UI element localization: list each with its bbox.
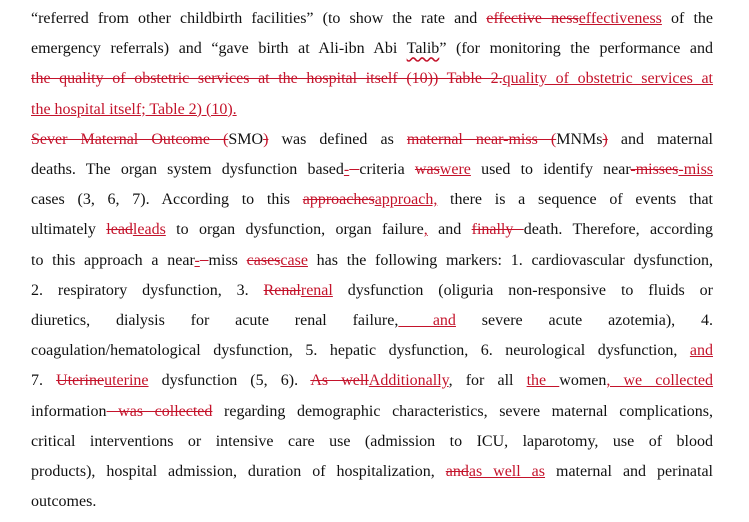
- body-text: coagulation/hematological dysfunction, 5. hepatic dysfunction, 6. neurological dysfunction,: [31, 342, 690, 360]
- body-text: miss: [208, 251, 247, 269]
- deleted-text: the quality of obstetric services at the hospital itself (10)) Table 2.: [31, 70, 503, 88]
- body-text: diuretics, dialysis for acute renal failure,: [31, 312, 399, 329]
- body-text: 2. respiratory dysfunction, 3.: [31, 281, 264, 299]
- deleted-text: -misses: [630, 161, 679, 178]
- body-text: ” (for monitoring the performance and: [439, 40, 713, 58]
- body-text: of the: [661, 10, 713, 27]
- deleted-text: As well: [310, 372, 369, 390]
- inserted-text: renal: [300, 281, 333, 299]
- body-text: and: [427, 221, 472, 239]
- body-text: there is a sequence of events that: [437, 191, 713, 209]
- body-text: was defined as: [268, 130, 407, 148]
- inserted-text: ,: [423, 221, 428, 239]
- body-text: cases (3, 6, 7). According to this: [31, 191, 303, 209]
- body-text: “referred from other childbirth facilities” (to show the rate and: [31, 10, 487, 27]
- deleted-text: was collected: [106, 402, 213, 420]
- text-line: [31, 219, 713, 241]
- inserted-text: , we collected: [606, 372, 714, 390]
- deleted-text: was: [414, 161, 440, 178]
- text-line: [31, 340, 713, 362]
- spellcheck-flagged-text: Talib: [406, 40, 440, 58]
- deleted-text: effective ness: [486, 10, 579, 27]
- body-text: to this approach a near: [31, 251, 195, 269]
- body-text: ultimately: [31, 221, 107, 239]
- text-line: [31, 310, 713, 332]
- text-line: [31, 99, 713, 121]
- text-line: [31, 401, 713, 423]
- inserted-text: case: [280, 251, 308, 269]
- inserted-text: as well as: [468, 463, 546, 480]
- text-line: [31, 189, 713, 211]
- inserted-text: leads: [132, 221, 166, 239]
- body-text: criteria: [359, 161, 415, 178]
- text-line: [31, 461, 713, 483]
- inserted-text: Additionally: [368, 372, 449, 390]
- deleted-text: [200, 252, 209, 269]
- body-text: dysfunction (5, 6).: [148, 372, 311, 390]
- inserted-text: -: [194, 251, 200, 269]
- inserted-text: approach,: [374, 191, 438, 209]
- deleted-text: maternal near-miss (: [406, 130, 557, 148]
- inserted-text: -miss: [678, 161, 714, 178]
- deleted-text: Sever Maternal Outcome (: [31, 130, 229, 148]
- deleted-text: lead: [106, 221, 133, 239]
- inserted-text: quality of obstetric services at: [502, 70, 713, 88]
- deleted-text: approaches: [302, 191, 375, 209]
- body-text: , for all: [448, 372, 527, 390]
- deleted-text: Renal: [263, 281, 301, 299]
- text-line: [31, 68, 713, 90]
- body-text: critical interventions or intensive care use (admission to ICU, laparotomy, use of blood: [31, 432, 713, 450]
- deleted-text: finally: [471, 221, 524, 239]
- body-text: death. Therefore, according: [523, 221, 714, 239]
- deleted-text: [349, 161, 359, 178]
- deleted-text: ): [263, 130, 269, 148]
- body-text: maternal and perinatal: [545, 463, 713, 480]
- deleted-text: Uterine: [56, 372, 105, 390]
- body-text: women: [559, 372, 607, 390]
- text-line: [31, 129, 713, 151]
- inserted-text: were: [439, 161, 471, 178]
- text-line: [31, 370, 713, 392]
- deleted-text: ): [602, 130, 608, 148]
- inserted-text: the hospital itself; Table 2) (10).: [31, 100, 237, 118]
- body-text: MNMs: [556, 130, 603, 148]
- deleted-text: and: [445, 463, 469, 480]
- body-text: and maternal: [607, 130, 713, 148]
- body-text: products), hospital admission, duration of hospitalization,: [31, 463, 446, 480]
- text-line: [31, 431, 713, 453]
- text-line: [31, 38, 713, 60]
- inserted-text: and: [398, 312, 456, 329]
- body-text: 7.: [31, 372, 57, 390]
- text-line: [31, 8, 713, 30]
- text-line: [31, 280, 713, 302]
- text-line: [31, 491, 713, 513]
- inserted-text: and: [689, 342, 713, 360]
- text-line: [31, 159, 713, 181]
- deleted-text: cases: [246, 251, 281, 269]
- inserted-text: the: [526, 372, 560, 390]
- body-text: has the following markers: 1. cardiovascular dysfunction,: [307, 251, 714, 269]
- body-text: deaths. The organ system dysfunction based: [31, 161, 344, 178]
- body-text: to organ dysfunction, organ failure: [165, 221, 424, 239]
- body-text: used to identify near: [470, 161, 631, 178]
- body-text: severe acute azotemia), 4.: [455, 312, 714, 329]
- inserted-text: effectiveness: [578, 10, 662, 27]
- body-text: emergency referrals) and “gave birth at Ali-ibn Abi: [31, 40, 407, 58]
- body-text: outcomes.: [31, 493, 97, 511]
- inserted-text: uterine: [104, 372, 149, 390]
- body-text: regarding demographic characteristics, severe maternal complications,: [212, 402, 713, 420]
- body-text: information: [31, 402, 107, 420]
- body-text: dysfunction (oliguria non-responsive to fluids or: [332, 281, 713, 299]
- text-line: [31, 250, 713, 272]
- body-text: SMO: [228, 130, 264, 148]
- inserted-text: -: [343, 161, 350, 178]
